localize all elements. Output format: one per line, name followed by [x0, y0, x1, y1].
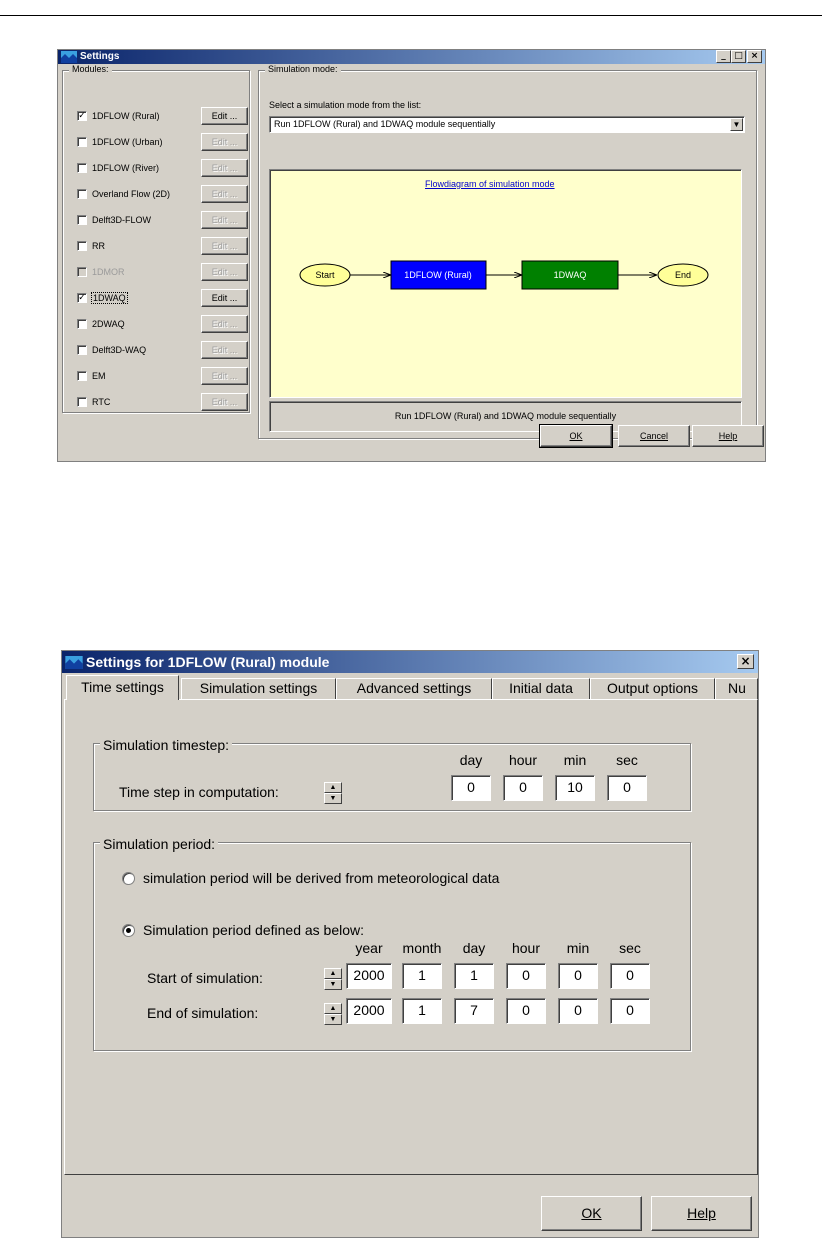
module-checkbox[interactable]	[77, 163, 87, 173]
close-button[interactable]: ×	[747, 50, 762, 63]
module-checkbox[interactable]	[77, 267, 87, 277]
flowdiagram-panel	[269, 169, 742, 398]
start-input[interactable]: 1	[454, 963, 494, 989]
flow-step2-label: 1DWAQ	[553, 270, 587, 280]
radio-meteo-period[interactable]	[122, 872, 135, 885]
ok-button[interactable]	[540, 425, 612, 447]
module-label[interactable]: Delft3D-FLOW	[92, 215, 152, 225]
tab-initial-data[interactable]: Initial data	[492, 678, 590, 699]
module-label[interactable]: 1DFLOW (Rural)	[92, 111, 160, 121]
end-label: End of simulation:	[147, 1005, 259, 1021]
module-edit-button[interactable]: Edit ...	[201, 185, 248, 203]
tab-more[interactable]: Nu	[715, 678, 758, 699]
flow-start-label: Start	[315, 270, 335, 280]
module-row	[66, 341, 238, 359]
help-label: Help	[687, 1205, 716, 1221]
end-input[interactable]: 7	[454, 998, 494, 1024]
module-row	[66, 367, 238, 385]
module-label[interactable]: Overland Flow (2D)	[92, 189, 171, 199]
time-settings-panel	[64, 699, 758, 1175]
module-label[interactable]: 1DFLOW (Urban)	[92, 137, 163, 147]
start-label: Start of simulation:	[147, 970, 263, 986]
flow-end-label: End	[674, 270, 692, 280]
module-edit-button[interactable]: Edit ...	[201, 237, 248, 255]
timestep-column-header: day	[459, 752, 483, 768]
spin-up-icon[interactable]: ▲	[324, 1003, 342, 1014]
module-settings-window	[61, 650, 759, 1238]
timestep-column-header: min	[563, 752, 587, 768]
start-input[interactable]: 2000	[346, 963, 392, 989]
app-icon	[61, 51, 77, 63]
flowdiagram	[270, 170, 741, 397]
module-label[interactable]: 1DWAQ	[93, 293, 126, 303]
period-column-header: hour	[511, 940, 541, 956]
module-edit-button[interactable]: Edit ...	[201, 159, 248, 177]
spin-up-icon[interactable]: ▲	[324, 782, 342, 793]
chevron-down-icon[interactable]: ▼	[730, 118, 743, 131]
timestep-column-header: sec	[616, 752, 638, 768]
module-edit-button[interactable]: Edit ...	[201, 393, 248, 411]
help-label: Help	[718, 431, 738, 441]
flow-step1-label: 1DFLOW (Rural)	[404, 270, 472, 280]
module-edit-button[interactable]: Edit ...	[201, 289, 248, 307]
tab-strip	[64, 675, 758, 699]
period-column-header: min	[566, 940, 590, 956]
module-label[interactable]: 1DMOR	[92, 267, 125, 277]
module-label[interactable]: 2DWAQ	[92, 319, 125, 329]
end-input[interactable]: 2000	[346, 998, 392, 1024]
window-title: Settings	[80, 51, 120, 62]
timestep-label: Time step in computation:	[119, 784, 279, 800]
module-row	[66, 185, 238, 203]
period-group-label: Simulation period:	[100, 836, 218, 852]
modules-group-label: Modules:	[69, 64, 112, 74]
end-input[interactable]: 0	[506, 998, 546, 1024]
timestep-input[interactable]: 10	[555, 775, 595, 801]
end-input[interactable]: 1	[402, 998, 442, 1024]
end-spinner[interactable]	[324, 1003, 342, 1025]
ok-button[interactable]	[541, 1196, 642, 1231]
start-input[interactable]: 1	[402, 963, 442, 989]
spin-down-icon[interactable]: ▼	[324, 1014, 342, 1025]
cancel-button[interactable]	[618, 425, 690, 447]
module-edit-button[interactable]: Edit ...	[201, 211, 248, 229]
tab-time-settings[interactable]: Time settings	[66, 675, 179, 700]
module-row	[66, 107, 238, 125]
module-row	[66, 211, 238, 229]
module-row	[66, 159, 238, 177]
timestep-input[interactable]: 0	[607, 775, 647, 801]
radio-meteo-label[interactable]: simulation period will be derived from meteorological data	[143, 870, 500, 886]
flowdiagram-title[interactable]: Flowdiagram of simulation mode	[425, 179, 555, 189]
module-label[interactable]: RTC	[92, 397, 111, 407]
settings-window	[57, 49, 766, 462]
title-bar[interactable]	[58, 50, 765, 64]
module-label[interactable]: Delft3D-WAQ	[92, 345, 147, 355]
end-input[interactable]: 0	[558, 998, 598, 1024]
start-input[interactable]: 0	[558, 963, 598, 989]
maximize-button[interactable]: □	[731, 50, 746, 63]
module-edit-button[interactable]: Edit ...	[201, 315, 248, 333]
module-checkbox[interactable]	[77, 215, 87, 225]
tab-simulation-settings[interactable]: Simulation settings	[181, 678, 336, 699]
module-checkbox[interactable]	[77, 397, 87, 407]
period-column-header: sec	[619, 940, 641, 956]
window-title: Settings for 1DFLOW (Rural) module	[86, 654, 330, 670]
module-edit-button[interactable]: Edit ...	[201, 133, 248, 151]
help-button[interactable]	[651, 1196, 752, 1231]
mode-description: Run 1DFLOW (Rural) and 1DWAQ module sequentially	[269, 401, 742, 432]
select-mode-prompt: Select a simulation mode from the list:	[269, 100, 422, 110]
module-checkbox[interactable]: ✓	[78, 293, 86, 303]
tab-output-options[interactable]: Output options	[590, 678, 715, 699]
radio-defined-label[interactable]: Simulation period defined as below:	[143, 922, 365, 938]
module-checkbox[interactable]: ✓	[78, 111, 86, 121]
timestep-input[interactable]: 0	[503, 775, 543, 801]
start-input[interactable]: 0	[610, 963, 650, 989]
close-button[interactable]: ×	[737, 654, 754, 669]
module-edit-button[interactable]: Edit ...	[201, 263, 248, 281]
module-edit-button[interactable]: Edit ...	[201, 107, 248, 125]
module-checkbox[interactable]	[77, 189, 87, 199]
module-checkbox[interactable]	[77, 137, 87, 147]
start-spinner[interactable]	[324, 968, 342, 990]
module-checkbox[interactable]	[77, 241, 87, 251]
spin-down-icon[interactable]: ▼	[324, 979, 342, 990]
simulation-mode-select[interactable]	[269, 116, 745, 133]
module-checkbox[interactable]	[77, 345, 87, 355]
module-row	[66, 393, 238, 411]
module-checkbox[interactable]	[77, 319, 87, 329]
spin-up-icon[interactable]: ▲	[324, 968, 342, 979]
module-row	[66, 133, 238, 151]
module-row	[66, 315, 238, 333]
end-input[interactable]: 0	[610, 998, 650, 1024]
period-column-header: day	[462, 940, 486, 956]
module-row	[66, 263, 238, 281]
timestep-spinner[interactable]	[324, 782, 342, 804]
simulation-mode-value: Run 1DFLOW (Rural) and 1DWAQ module sequentially	[274, 119, 496, 129]
page-header-rule	[0, 15, 822, 16]
timestep-group-label: Simulation timestep:	[100, 737, 232, 753]
module-row	[66, 237, 238, 255]
timestep-column-header: hour	[508, 752, 538, 768]
module-row	[66, 289, 238, 307]
help-button[interactable]	[692, 425, 764, 447]
minimize-button[interactable]: _	[716, 50, 731, 63]
module-edit-button[interactable]: Edit ...	[201, 367, 248, 385]
radio-defined-period[interactable]	[122, 924, 135, 937]
spin-down-icon[interactable]: ▼	[324, 793, 342, 804]
module-edit-button[interactable]: Edit ...	[201, 341, 248, 359]
timestep-group	[93, 737, 691, 811]
period-column-header: year	[355, 940, 383, 956]
ok-label: OK	[569, 431, 583, 441]
simulation-mode-label: Simulation mode:	[265, 64, 341, 74]
timestep-input[interactable]: 0	[451, 775, 491, 801]
module-label[interactable]: EM	[92, 371, 106, 381]
title-bar[interactable]	[62, 651, 758, 673]
app-icon	[65, 656, 83, 669]
module-label[interactable]: 1DFLOW (River)	[92, 163, 159, 173]
ok-label: OK	[581, 1205, 602, 1221]
module-checkbox[interactable]	[77, 371, 87, 381]
module-label[interactable]: RR	[92, 241, 105, 251]
cancel-label: Cancel	[639, 431, 668, 441]
tab-advanced-settings[interactable]: Advanced settings	[336, 678, 492, 699]
period-column-header: month	[402, 940, 442, 956]
start-input[interactable]: 0	[506, 963, 546, 989]
